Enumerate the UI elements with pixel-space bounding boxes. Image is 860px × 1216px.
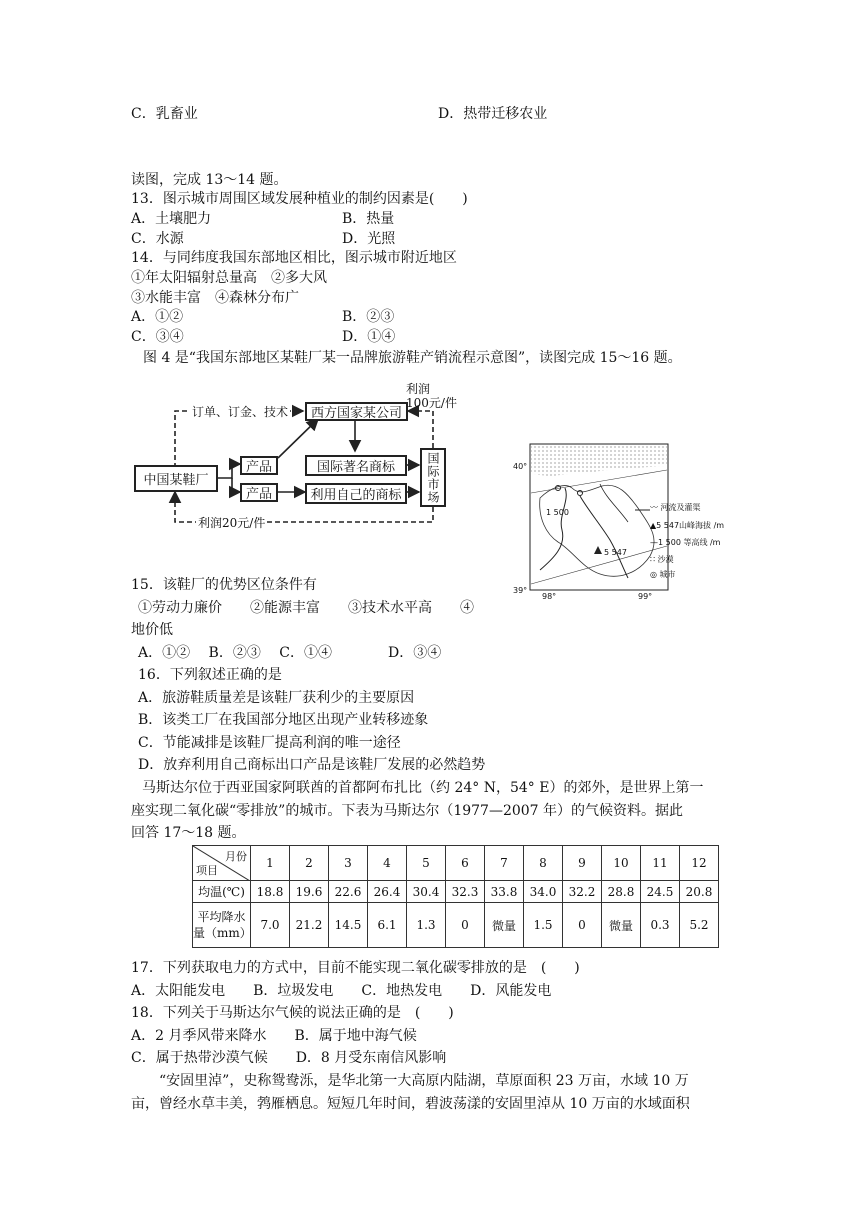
order-label: 订单、订金、技术 [192, 405, 289, 419]
q15-stem: 15．该鞋厂的优势区位条件有 [131, 577, 317, 593]
q14-option-c: C．③④ [131, 329, 184, 345]
masdar-line-2: 座实现二氧化碳“零排放”的城市。下表为马斯达尔（1977—2007 年）的气候资料。据此 [131, 803, 684, 819]
product-box-1: 产品 [240, 456, 278, 475]
precipitation-cell: 0 [446, 903, 485, 948]
precipitation-cell: 1.3 [407, 903, 446, 948]
precipitation-row [193, 903, 719, 948]
legend-river: 〰 河流及灌渠 [650, 503, 701, 512]
temperature-cell: 22.6 [329, 881, 368, 903]
month-cell: 6 [446, 846, 485, 881]
precipitation-cell: 14.5 [329, 903, 368, 948]
q14-option-a: A．①② [131, 309, 184, 325]
precipitation-cell: 微量 [602, 903, 641, 948]
temperature-cell: 28.8 [602, 881, 641, 903]
precipitation-cell: 0 [563, 903, 602, 948]
q13-option-c: C．水源 [131, 231, 184, 247]
month-cell: 10 [602, 846, 641, 881]
month-cell: 12 [680, 846, 719, 881]
month-cell: 8 [524, 846, 563, 881]
month-cell: 9 [563, 846, 602, 881]
legend-city: ◎ 城市 [650, 570, 676, 579]
profit-top-label: 利润 [406, 382, 431, 396]
intro-13-14: 读图，完成 13～14 题。 [131, 172, 288, 188]
legend-river-text: 河流及灌渠 [660, 503, 701, 512]
q18-options-1: A．2 月季风带来降水 B．属于地中海气候 [131, 1028, 417, 1044]
month-cell: 5 [407, 846, 446, 881]
month-cell: 7 [485, 846, 524, 881]
q13-stem: 13．图示城市周围区域发展种植业的制约因素是( ) [131, 191, 468, 207]
precipitation-cell: 0.3 [641, 903, 680, 948]
peak-value-label: 5 547 [604, 548, 627, 557]
profit-bottom-label: 利润20元/件 [198, 516, 266, 530]
legend-desert-text: 沙漠 [657, 555, 674, 564]
precip-label-line-2: 量（mm） [193, 926, 252, 940]
q16-option-c: C．节能减排是该鞋厂提高利润的唯一途径 [138, 735, 401, 751]
precipitation-cell: 1.5 [524, 903, 563, 948]
temperature-cell: 20.8 [680, 881, 719, 903]
peak-icon [594, 546, 602, 554]
q18-stem: 18．下列关于马斯达尔气候的说法正确的是 ( ) [131, 1005, 454, 1021]
table-corner-cell [193, 846, 251, 881]
precipitation-cell: 微量 [485, 903, 524, 948]
city-icon [578, 491, 583, 496]
river-2 [580, 496, 628, 578]
lat-40-label: 40° [513, 462, 528, 471]
masdar-line-3: 回答 17～18 题。 [131, 825, 246, 841]
q16-option-b: B．该类工厂在我国部分地区出现产业转移迹象 [138, 712, 429, 728]
legend-desert: ∷ 沙漠 [650, 555, 674, 564]
q14-stem: 14．与同纬度我国东部地区相比，图示城市附近地区 [131, 250, 457, 266]
legend-peak-text: 5 547山峰海拔 /m [656, 521, 725, 530]
temperature-cell: 33.8 [485, 881, 524, 903]
q13-option-b: B．热量 [342, 211, 395, 227]
temperature-cell: 32.3 [446, 881, 485, 903]
anguli-line-1: “安固里淖”，史称鸳鸯泺，是华北第一大高原内陆湖，草原面积 23 万亩，水域 10 万 [159, 1073, 689, 1089]
river-3 [600, 484, 628, 522]
flow-diagram [0, 0, 860, 600]
contour-value-label: 1 500 [546, 508, 569, 517]
temperature-cell: 18.8 [251, 881, 290, 903]
intro-15-16: 图 4 是“我国东部地区某鞋厂某一品牌旅游鞋产销流程示意图”，读图完成 15～16 题。 [143, 350, 682, 366]
precip-label-line-1: 平均降水 [197, 910, 246, 924]
option-d: D．热带迁移农业 [438, 106, 548, 122]
q16-option-d: D．放弃利用自己商标出口产品是该鞋厂发展的必然趋势 [138, 757, 486, 773]
masdar-line-1: 马斯达尔位于西亚国家阿联酋的首都阿布扎比（约 24° N，54° E）的郊外，是世界上第一 [142, 780, 704, 796]
profit-top-value: 100元/件 [406, 396, 457, 410]
lat-39-label: 39° [513, 586, 528, 595]
temperature-cell: 19.6 [290, 881, 329, 903]
legend-city-text: 城市 [659, 570, 676, 579]
temperature-label: 均温(℃) [193, 881, 251, 903]
month-cell: 11 [641, 846, 680, 881]
flow-arrows [0, 0, 860, 600]
month-cell: 1 [251, 846, 290, 881]
temperature-cell: 30.4 [407, 881, 446, 903]
q16-stem: 16．下列叙述正确的是 [138, 667, 282, 683]
q15-options: A．①② B．②③ C．①④ D．③④ [138, 645, 442, 661]
precipitation-cell: 5.2 [680, 903, 719, 948]
precipitation-cell: 21.2 [290, 903, 329, 948]
product-box-2: 产品 [240, 483, 278, 502]
corner-month-label: 月份 [225, 850, 247, 863]
intl-brand-box: 国际著名商标 [305, 455, 407, 476]
q13-option-d: D．光照 [342, 231, 396, 247]
temperature-cell: 26.4 [368, 881, 407, 903]
temperature-cell: 32.2 [563, 881, 602, 903]
month-cell: 4 [368, 846, 407, 881]
precipitation-cell: 7.0 [251, 903, 290, 948]
temperature-cell: 24.5 [641, 881, 680, 903]
own-brand-box: 利用自己的商标 [305, 483, 407, 504]
corner-item-label: 项目 [196, 864, 218, 877]
q17-stem: 17．下列获取电力的方式中，目前不能实现二氧化碳零排放的是 ( ) [131, 960, 580, 976]
river-1 [540, 488, 566, 570]
precipitation-label [193, 903, 251, 948]
temperature-cell: 34.0 [524, 881, 563, 903]
legend-contour: —1 500 等高线 /m [650, 538, 721, 547]
west-company-box: 西方国家某公司 [305, 402, 408, 421]
q16-option-a: A．旅游鞋质量差是该鞋厂获利少的主要原因 [138, 690, 415, 706]
anguli-line-2: 亩，曾经水草丰美，鹁雁栖息。短短几年时间，碧波荡漾的安固里淖从 10 万亩的水域面积 [131, 1096, 690, 1112]
option-c: C．乳畜业 [131, 106, 198, 122]
q14-option-b: B．②③ [342, 309, 395, 325]
precipitation-cell: 6.1 [368, 903, 407, 948]
legend-peak: ▲5 547山峰海拔 /m [650, 521, 725, 530]
contour-line [540, 485, 654, 576]
q14-statement-2: ③水能丰富 ④森林分布广 [131, 290, 299, 306]
china-factory-box: 中国某鞋厂 [134, 465, 218, 492]
q18-options-2: C．属于热带沙漠气候 D．8 月受东南信风影响 [131, 1050, 447, 1066]
lon-98-label: 98° [542, 592, 557, 601]
intl-market-box: 国际市场 [420, 448, 446, 507]
table-header-row [193, 846, 719, 881]
q15-statement-2: 地价低 [131, 622, 173, 638]
month-cell: 2 [290, 846, 329, 881]
q17-options: A．太阳能发电 B．垃圾发电 C．地热发电 D．风能发电 [131, 983, 552, 999]
desert-area [531, 445, 667, 476]
q14-statement-1: ①年太阳辐射总量高 ②多大风 [131, 270, 327, 286]
legend-contour-text: 1 500 等高线 /m [658, 538, 721, 547]
climate-table [192, 845, 719, 948]
lon-99-label: 99° [638, 592, 653, 601]
temperature-row [193, 881, 719, 903]
q15-statement-1: ①劳动力廉价 ②能源丰富 ③技术水平高 ④ [138, 600, 474, 616]
month-cell: 3 [329, 846, 368, 881]
q13-option-a: A．土壤肥力 [131, 211, 212, 227]
q14-option-d: D．①④ [342, 329, 396, 345]
